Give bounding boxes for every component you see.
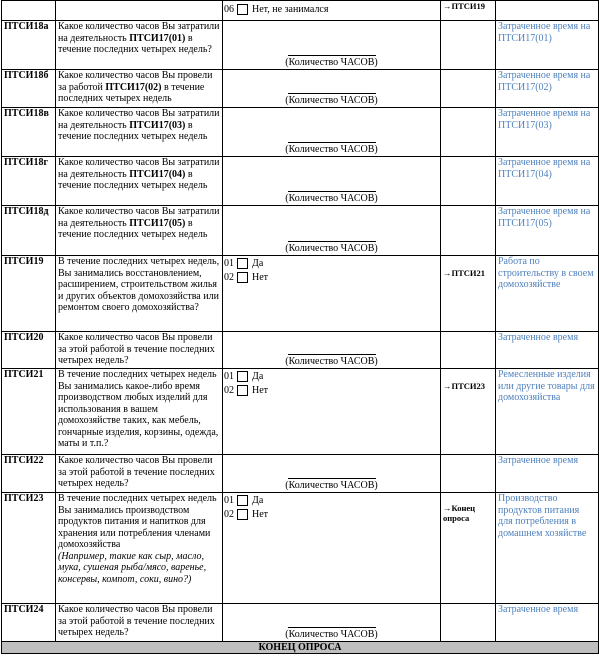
end-label: КОНЕЦ ОПРОСА bbox=[2, 642, 599, 654]
note: Ремесленные изделия или другие товары для домохозяйства bbox=[496, 369, 599, 455]
note: Затраченное время bbox=[496, 604, 599, 642]
option-code: 02 bbox=[224, 508, 234, 520]
option-code: 01 bbox=[224, 257, 234, 269]
question-code: ПТСИ18г bbox=[2, 157, 56, 206]
question-row bbox=[2, 604, 599, 642]
hours-label: (Количество ЧАСОВ) bbox=[285, 243, 378, 254]
note: Производство продуктов питания для потребления в домашнем хозяйстве bbox=[496, 493, 599, 604]
option-label: Нет, не занимался bbox=[252, 3, 329, 15]
question-row bbox=[2, 493, 599, 604]
question-text: Какое количество часов Вы провели за этой работой в течение последних четырех недель? bbox=[56, 332, 223, 369]
note: Затраченное время на ПТСИ17(04) bbox=[496, 157, 599, 206]
question-row bbox=[2, 369, 599, 455]
question-row bbox=[2, 108, 599, 157]
skip-instruction: →Конец опроса bbox=[443, 503, 476, 523]
hours-field[interactable] bbox=[223, 604, 441, 642]
option-label: Да bbox=[252, 494, 264, 506]
hours-label: (Количество ЧАСОВ) bbox=[285, 144, 378, 155]
hours-field[interactable] bbox=[223, 21, 441, 70]
question-code: ПТСИ19 bbox=[2, 256, 56, 332]
checkbox-yes[interactable] bbox=[237, 258, 248, 269]
hours-label: (Количество ЧАСОВ) bbox=[285, 629, 378, 640]
option-code: 06 bbox=[224, 3, 234, 15]
note: Затраченное время на ПТСИ17(02) bbox=[496, 70, 599, 108]
questionnaire-table bbox=[1, 0, 599, 654]
option-label: Да bbox=[252, 370, 264, 382]
checkbox[interactable] bbox=[237, 4, 248, 15]
question-row bbox=[2, 157, 599, 206]
question-text: Какое количество часов Вы затратили на деятельность ПТСИ17(01) в течение последних четырех недель? bbox=[56, 21, 223, 70]
question-code: ПТСИ21 bbox=[2, 369, 56, 455]
option-label: Нет bbox=[252, 508, 269, 520]
question-row bbox=[2, 256, 599, 332]
option-code: 02 bbox=[224, 271, 234, 283]
question-row bbox=[2, 332, 599, 369]
note: Работа по строительству в своем домохозяйстве bbox=[496, 256, 599, 332]
question-code: ПТСИ18б bbox=[2, 70, 56, 108]
hours-label: (Количество ЧАСОВ) bbox=[285, 356, 378, 367]
hours-field[interactable] bbox=[223, 332, 441, 369]
checkbox-no[interactable] bbox=[237, 385, 248, 396]
hours-field[interactable] bbox=[223, 455, 441, 493]
question-text: Какое количество часов Вы провели за этой работой в течение последних четырех недель? bbox=[56, 455, 223, 493]
top-row bbox=[2, 1, 599, 21]
question-text: Какое количество часов Вы провели за этой работой в течение последних четырех недель? bbox=[56, 604, 223, 642]
question-code: ПТСИ22 bbox=[2, 455, 56, 493]
note: Затраченное время bbox=[496, 332, 599, 369]
skip-instruction: →ПТСИ19 bbox=[443, 1, 486, 11]
option-code: 02 bbox=[224, 384, 234, 396]
question-text: Какое количество часов Вы затратили на деятельность ПТСИ17(03) в течение последних четырех недель bbox=[56, 108, 223, 157]
question-text: В течение последних четырех недель Вы занимались производством продуктов питания и напитков для хранения или потребления членами домохозяйства (Например, такие как сыр, масло, мука, сушеная рыба/мясо, варенье, консервы, компот, соки, вино?) bbox=[56, 493, 223, 604]
hours-label: (Количество ЧАСОВ) bbox=[285, 57, 378, 68]
question-text: В течение последних четырех недель, Вы занимались восстановлением, расширением, строительством жилья и других объектов домохозяйства или ремонтом своего домохозяйства? bbox=[56, 256, 223, 332]
question-text: Какое количество часов Вы затратили на деятельность ПТСИ17(04) в течение последних четырех недель bbox=[56, 157, 223, 206]
checkbox-yes[interactable] bbox=[237, 371, 248, 382]
question-row bbox=[2, 206, 599, 256]
question-code: ПТСИ24 bbox=[2, 604, 56, 642]
skip-instruction: →ПТСИ23 bbox=[443, 381, 486, 391]
hours-label: (Количество ЧАСОВ) bbox=[285, 193, 378, 204]
option-code: 01 bbox=[224, 370, 234, 382]
option-label: Да bbox=[252, 257, 264, 269]
hours-field[interactable] bbox=[223, 108, 441, 157]
question-row bbox=[2, 455, 599, 493]
question-code: ПТСИ18д bbox=[2, 206, 56, 256]
checkbox-no[interactable] bbox=[237, 272, 248, 283]
hours-label: (Количество ЧАСОВ) bbox=[285, 95, 378, 106]
hours-field[interactable] bbox=[223, 157, 441, 206]
hours-field[interactable] bbox=[223, 206, 441, 256]
question-row bbox=[2, 70, 599, 108]
checkbox-yes[interactable] bbox=[237, 495, 248, 506]
question-text: В течение последних четырех недель Вы занимались какое-либо время производством любых изделий для использования в вашем домохозяйстве таких, как мебель, гончарные изделия, корзины, одежда, маты и т.п.? bbox=[56, 369, 223, 455]
end-row bbox=[2, 642, 599, 654]
option-label: Нет bbox=[252, 271, 269, 283]
option-code: 01 bbox=[224, 494, 234, 506]
note: Затраченное время на ПТСИ17(01) bbox=[496, 21, 599, 70]
note: Затраченное время bbox=[496, 455, 599, 493]
question-code: ПТСИ20 bbox=[2, 332, 56, 369]
question-row bbox=[2, 21, 599, 70]
question-code: ПТСИ23 bbox=[2, 493, 56, 604]
option-label: Нет bbox=[252, 384, 269, 396]
question-code: ПТСИ18в bbox=[2, 108, 56, 157]
note: Затраченное время на ПТСИ17(05) bbox=[496, 206, 599, 256]
skip-instruction: →ПТСИ21 bbox=[443, 268, 486, 278]
hours-field[interactable] bbox=[223, 70, 441, 108]
note: Затраченное время на ПТСИ17(03) bbox=[496, 108, 599, 157]
question-example: (Например, такие как сыр, масло, мука, сушеная рыба/мясо, варенье, консервы, компот, соки, вино?) bbox=[58, 550, 207, 585]
checkbox-no[interactable] bbox=[237, 509, 248, 520]
question-code: ПТСИ18а bbox=[2, 21, 56, 70]
question-text: Какое количество часов Вы провели за работой ПТСИ17(02) в течение последних четырех недель bbox=[56, 70, 223, 108]
question-text: Какое количество часов Вы затратили на деятельность ПТСИ17(05) в течение последних четырех недель bbox=[56, 206, 223, 256]
hours-label: (Количество ЧАСОВ) bbox=[285, 480, 378, 491]
